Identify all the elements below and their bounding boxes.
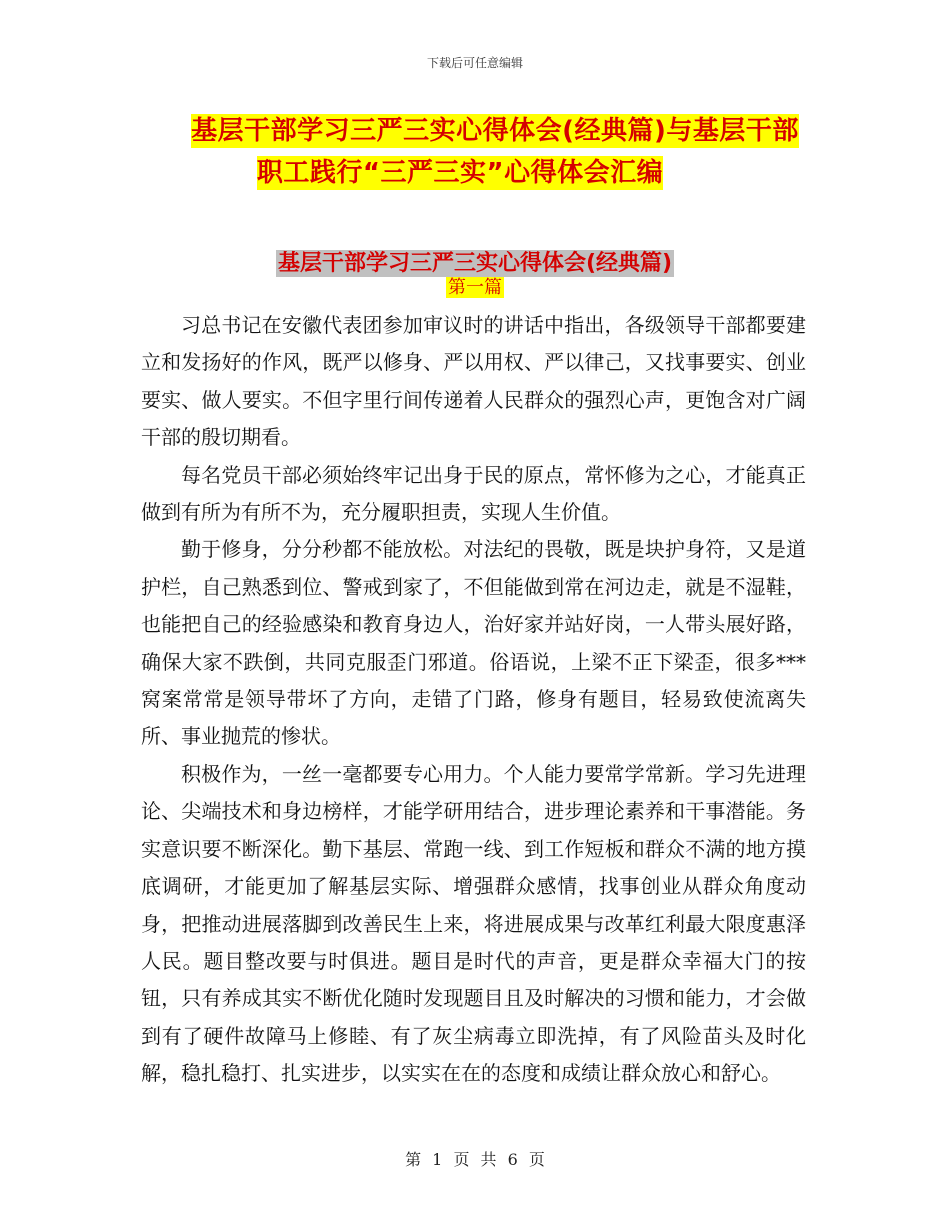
paragraph: 每名党员干部必须始终牢记出身于民的原点，常怀修为之心，才能真正做到有所为有所不为，充分履职担责，实现人生价值。 (141, 462, 806, 525)
section-title-text: 基层干部学习三严三实心得体会(经典篇) (277, 251, 673, 276)
paragraph: 积极作为，一丝一毫都要专心用力。个人能力要常学常新。学习先进理论、尖端技术和身边榜样，才能学研用结合，进步理论素养和干事潜能。务实意识要不断深化。勤下基层、常跑一线、到工作短板和群众不满的地方摸底调研，才能更加了解基层实际、增强群众感情，找事创业从群众角度动身，把推动进展落脚到改善民生上来，将进展成果与改革红利最大限度惠泽人民。题目整改要与时俱进。题目是时代的声音，更是群众幸福大门的按钮，只有养成其实不断优化随时发现题目且及时解决的习惯和能力，才会做到有了硬件故障马上修睦、有了灰尘病毒立即洗掉，有了风险苗头及时化解，稳扎稳打、扎实进步，以实实在在的态度和成绩让群众放心和舒心。 (141, 761, 806, 1086)
page-footer: 第 1 页 共 6 页 (405, 1150, 545, 1169)
paragraph: 勤于修身，分分秒都不能放松。对法纪的畏敬，既是块护身符，又是道护栏，自己熟悉到位、警戒到家了，不但能做到常在河边走，就是不湿鞋，也能把自己的经验感染和教育身边人，治好家并站好岗，一人带头展好路，确保大家不跌倒，共同克服歪门邪道。俗语说，上梁不正下梁歪，很多***窝案常常是领导带坏了方向，走错了门路，修身有题目，轻易致使流离失所、事业抛荒的惨状。 (141, 537, 806, 749)
chapter-label-text: 第一篇 (448, 277, 502, 298)
body-text (141, 307, 806, 1093)
chapter-label (0, 277, 950, 299)
main-title-line-2 (0, 160, 950, 186)
section-title (0, 251, 950, 277)
main-title-line-2-text: 职工践行“三严三实”心得体会汇编 (256, 158, 664, 188)
paragraph: 习总书记在安徽代表团参加审议时的讲话中指出，各级领导干部都要建立和发扬好的作风，既严以修身、严以用权、严以律己，又找事要实、创业要实、做人要实。不但字里行间传递着人民群众的强烈心声，更饱含对广阔干部的殷切期看。 (141, 313, 806, 450)
main-title-line-1-text: 基层干部学习三严三实心得体会(经典篇)与基层干部 (191, 116, 799, 146)
main-title-line-1 (0, 118, 950, 144)
header-note: 下载后可任意编辑 (426, 56, 523, 70)
